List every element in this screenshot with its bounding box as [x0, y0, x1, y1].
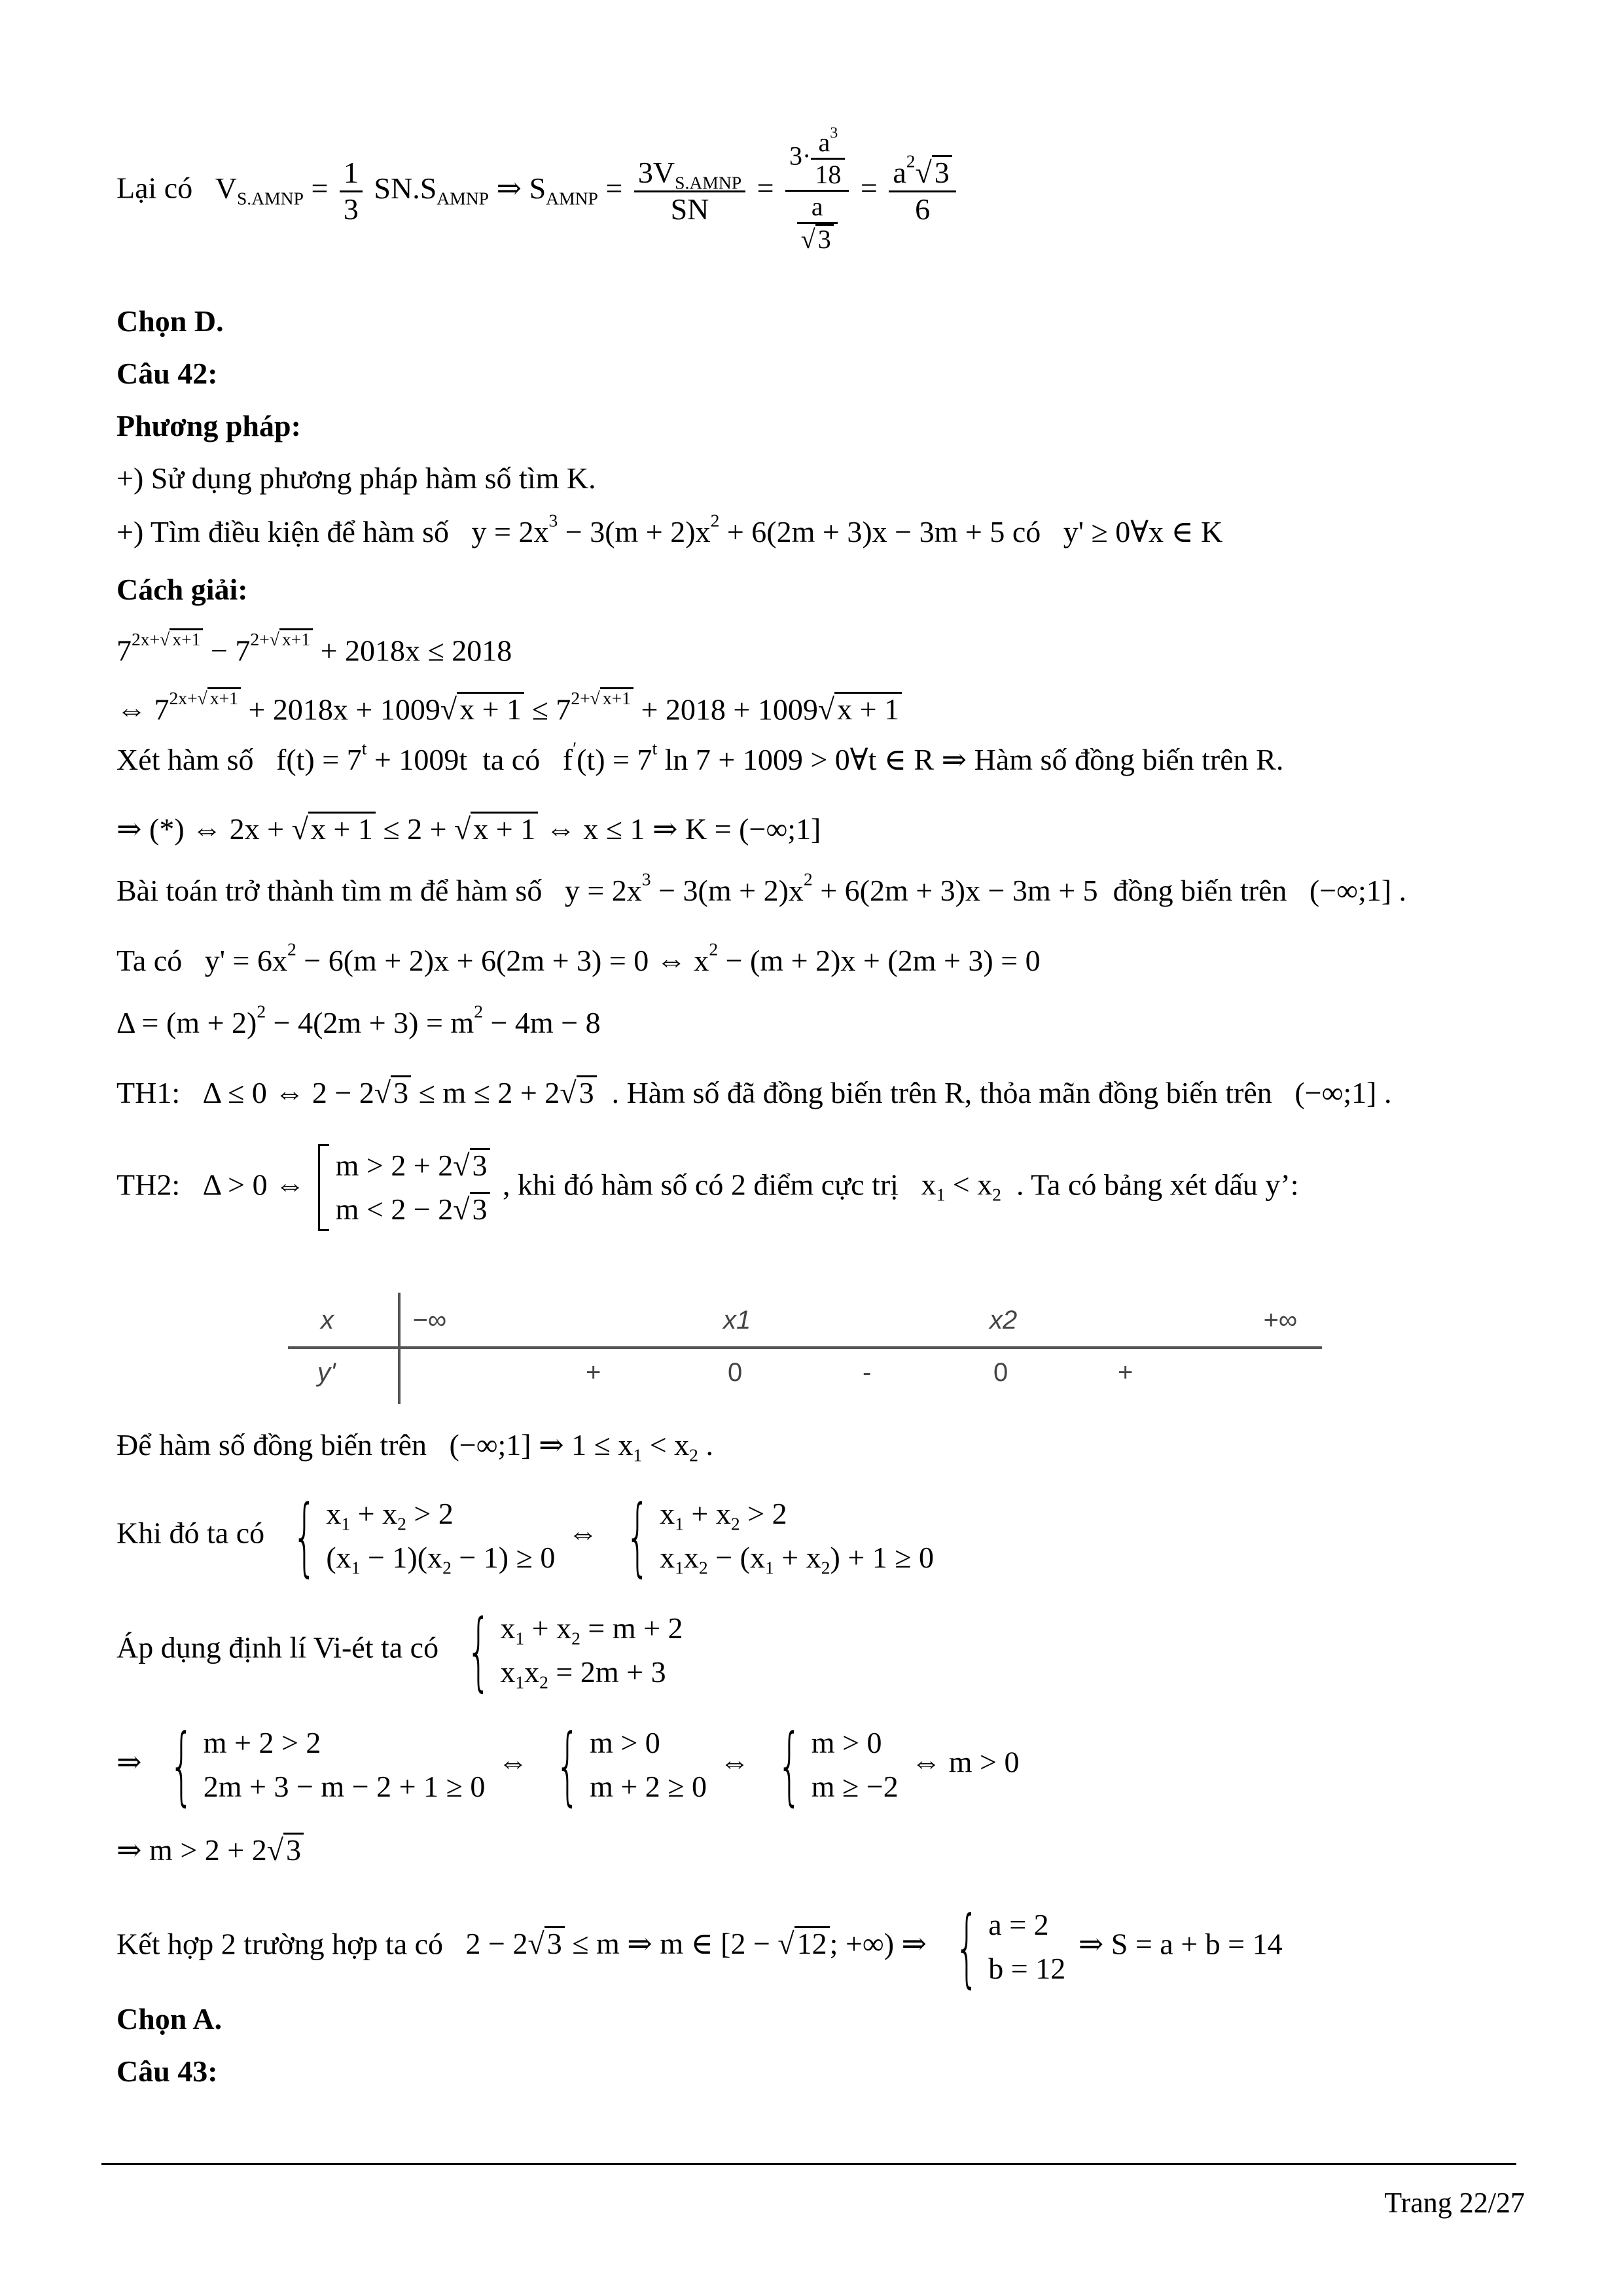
reduction: ⇒ (*) ⇔ 2x + √x + 1 ≤ 2 + √x + 1 ⇔ x ≤ 1 ⇒ K = (−∞;1]	[116, 812, 821, 846]
x-value-pos-inf: +∞	[1263, 1306, 1297, 1335]
vieta: Áp dụng định lí Vi-ét ta có { $x_1 + x_2 = m + 2$ $x_1x_2 = 2m + 3$	[116, 1600, 683, 1700]
volume-relation: Lại có $V_{S.AMNP}$ = $\frac{1}{3}$ $SN.S_{AMNP}$ ⇒ $S_{AMNP}$ = $\frac{3V_{S.AMNP}}{SN}$ = 3· $\frac{a^3}{18}$ $\frac{a}{√ 3}$ = $\frac{a^2√3}{6}$	[116, 128, 960, 255]
x-value-x2: x2	[990, 1306, 1018, 1335]
q41-choice: Chọn D.	[116, 304, 224, 338]
q43-title: Câu 43:	[116, 2054, 218, 2088]
case-2-result: ⇒ m > 2 + 2√3	[116, 1833, 304, 1866]
x-label: x	[321, 1306, 334, 1335]
problem-statement: Bài toán trở thành tìm m để hàm số $y = 2x^3 - 3(m + 2)x^2 + 6(2m + 3)x - 3m + 5$ đồng biến trên (−∞;1] .	[116, 869, 1407, 907]
derivative: Ta có $y' = 6x^2 - 6(m + 2)x + 6(2m + 3) = 0$ ⇔ $x^2 - (m + 2)x + (2m + 3) = 0$	[116, 939, 1041, 977]
consider-function: Xét hàm số $f(t) = 7^t + 1009t$ ta có $f'(t) = 7^t$ ln 7 + 1009 > 0∀t ∈ R ⇒ Hàm số đồng biến trên R.	[116, 738, 1284, 776]
solution-heading: Cách giải:	[116, 573, 248, 606]
intro-lead: Lại có	[116, 171, 193, 205]
sign-table-axis	[398, 1293, 401, 1404]
method-step-2: +) Tìm điều kiện để hàm số $y = 2x^3 - 3(m + 2)x^2 + 6(2m + 3)x - 3m + 5$ có y' ≥ 0∀x ∈ K	[116, 510, 1223, 548]
inequality-1: $7^{2x+√ x+1} - 7^{2+√ x+1} + 2018x \le 2018$	[116, 629, 512, 668]
method-heading: Phương pháp:	[116, 409, 301, 442]
footer-rule	[101, 2163, 1516, 2165]
discriminant: $\Delta = (m + 2)^2 - 4(2m + 3) = m^2 - 4m - 8$	[116, 1001, 601, 1039]
vieta-substitution: ⇒ { m + 2 > 2 2m + 3 − m − 2 + 1 ≥ 0 ⇔ { m > 0 m + 2 ≥ 0 ⇔ { m > 0 m ≥ −2 ⇔ m > 0	[116, 1715, 1020, 1815]
combined-result: Kết hợp 2 trường hợp ta có 2 − 2√3 ≤ m ⇒ m ∈ [2 − √12; +∞) ⇒ { a = 2 b = 12 ⇒ S = a + b = 14	[116, 1897, 1283, 1997]
sign-2: 0	[728, 1358, 743, 1387]
yprime-label: y'	[317, 1358, 336, 1387]
q42-title: Câu 42:	[116, 357, 218, 390]
x-value-neg-inf: −∞	[412, 1306, 446, 1335]
sign-4: 0	[993, 1358, 1008, 1387]
case-1: TH1: Δ ≤ 0 ⇔ 2 − 2√3 ≤ m ≤ 2 + 2√3 . Hàm số đã đồng biến trên R, thỏa mãn đồng biến trên (−∞;1] .	[116, 1076, 1392, 1109]
sign-table-divider	[288, 1346, 1322, 1349]
inequality-2: ⇔ $7^{2x+√ x+1} + 2018x + 1009√x + 1 \le 7^{2+√ x+1} + 2018 + 1009√x + 1$	[116, 687, 902, 726]
root-conditions: Khi đó ta có { $x_1 + x_2 > 2$ $(x_1 - 1)(x_2 - 1) \ge 0$ ⇔ { $x_1 + x_2 > 2$ $x_1x_2 - (x_1 + x_2) + 1 \ge 0$	[116, 1486, 935, 1586]
sign-5: +	[1118, 1358, 1133, 1387]
monotonic-condition: Để hàm số đồng biến trên (−∞;1] ⇒ $1 \le x_1 < x_2$ .	[116, 1428, 713, 1465]
sign-1: +	[586, 1358, 601, 1387]
q42-choice: Chọn A.	[116, 2002, 223, 2036]
x-value-x1: x1	[723, 1306, 751, 1335]
page-number: Trang 22/27	[1384, 2187, 1525, 2219]
case-2: TH2: Δ > 0 ⇔ m > 2 + 2√3 m < 2 − 2√3 , khi đó hàm số có 2 điểm cực trị $x_1 < x_2$ . Ta có bảng xét dấu y’:	[116, 1144, 1299, 1231]
method-step-1: +) Sử dụng phương pháp hàm số tìm K.	[116, 461, 596, 495]
sign-table	[288, 1293, 1322, 1404]
sign-3: -	[863, 1358, 872, 1387]
